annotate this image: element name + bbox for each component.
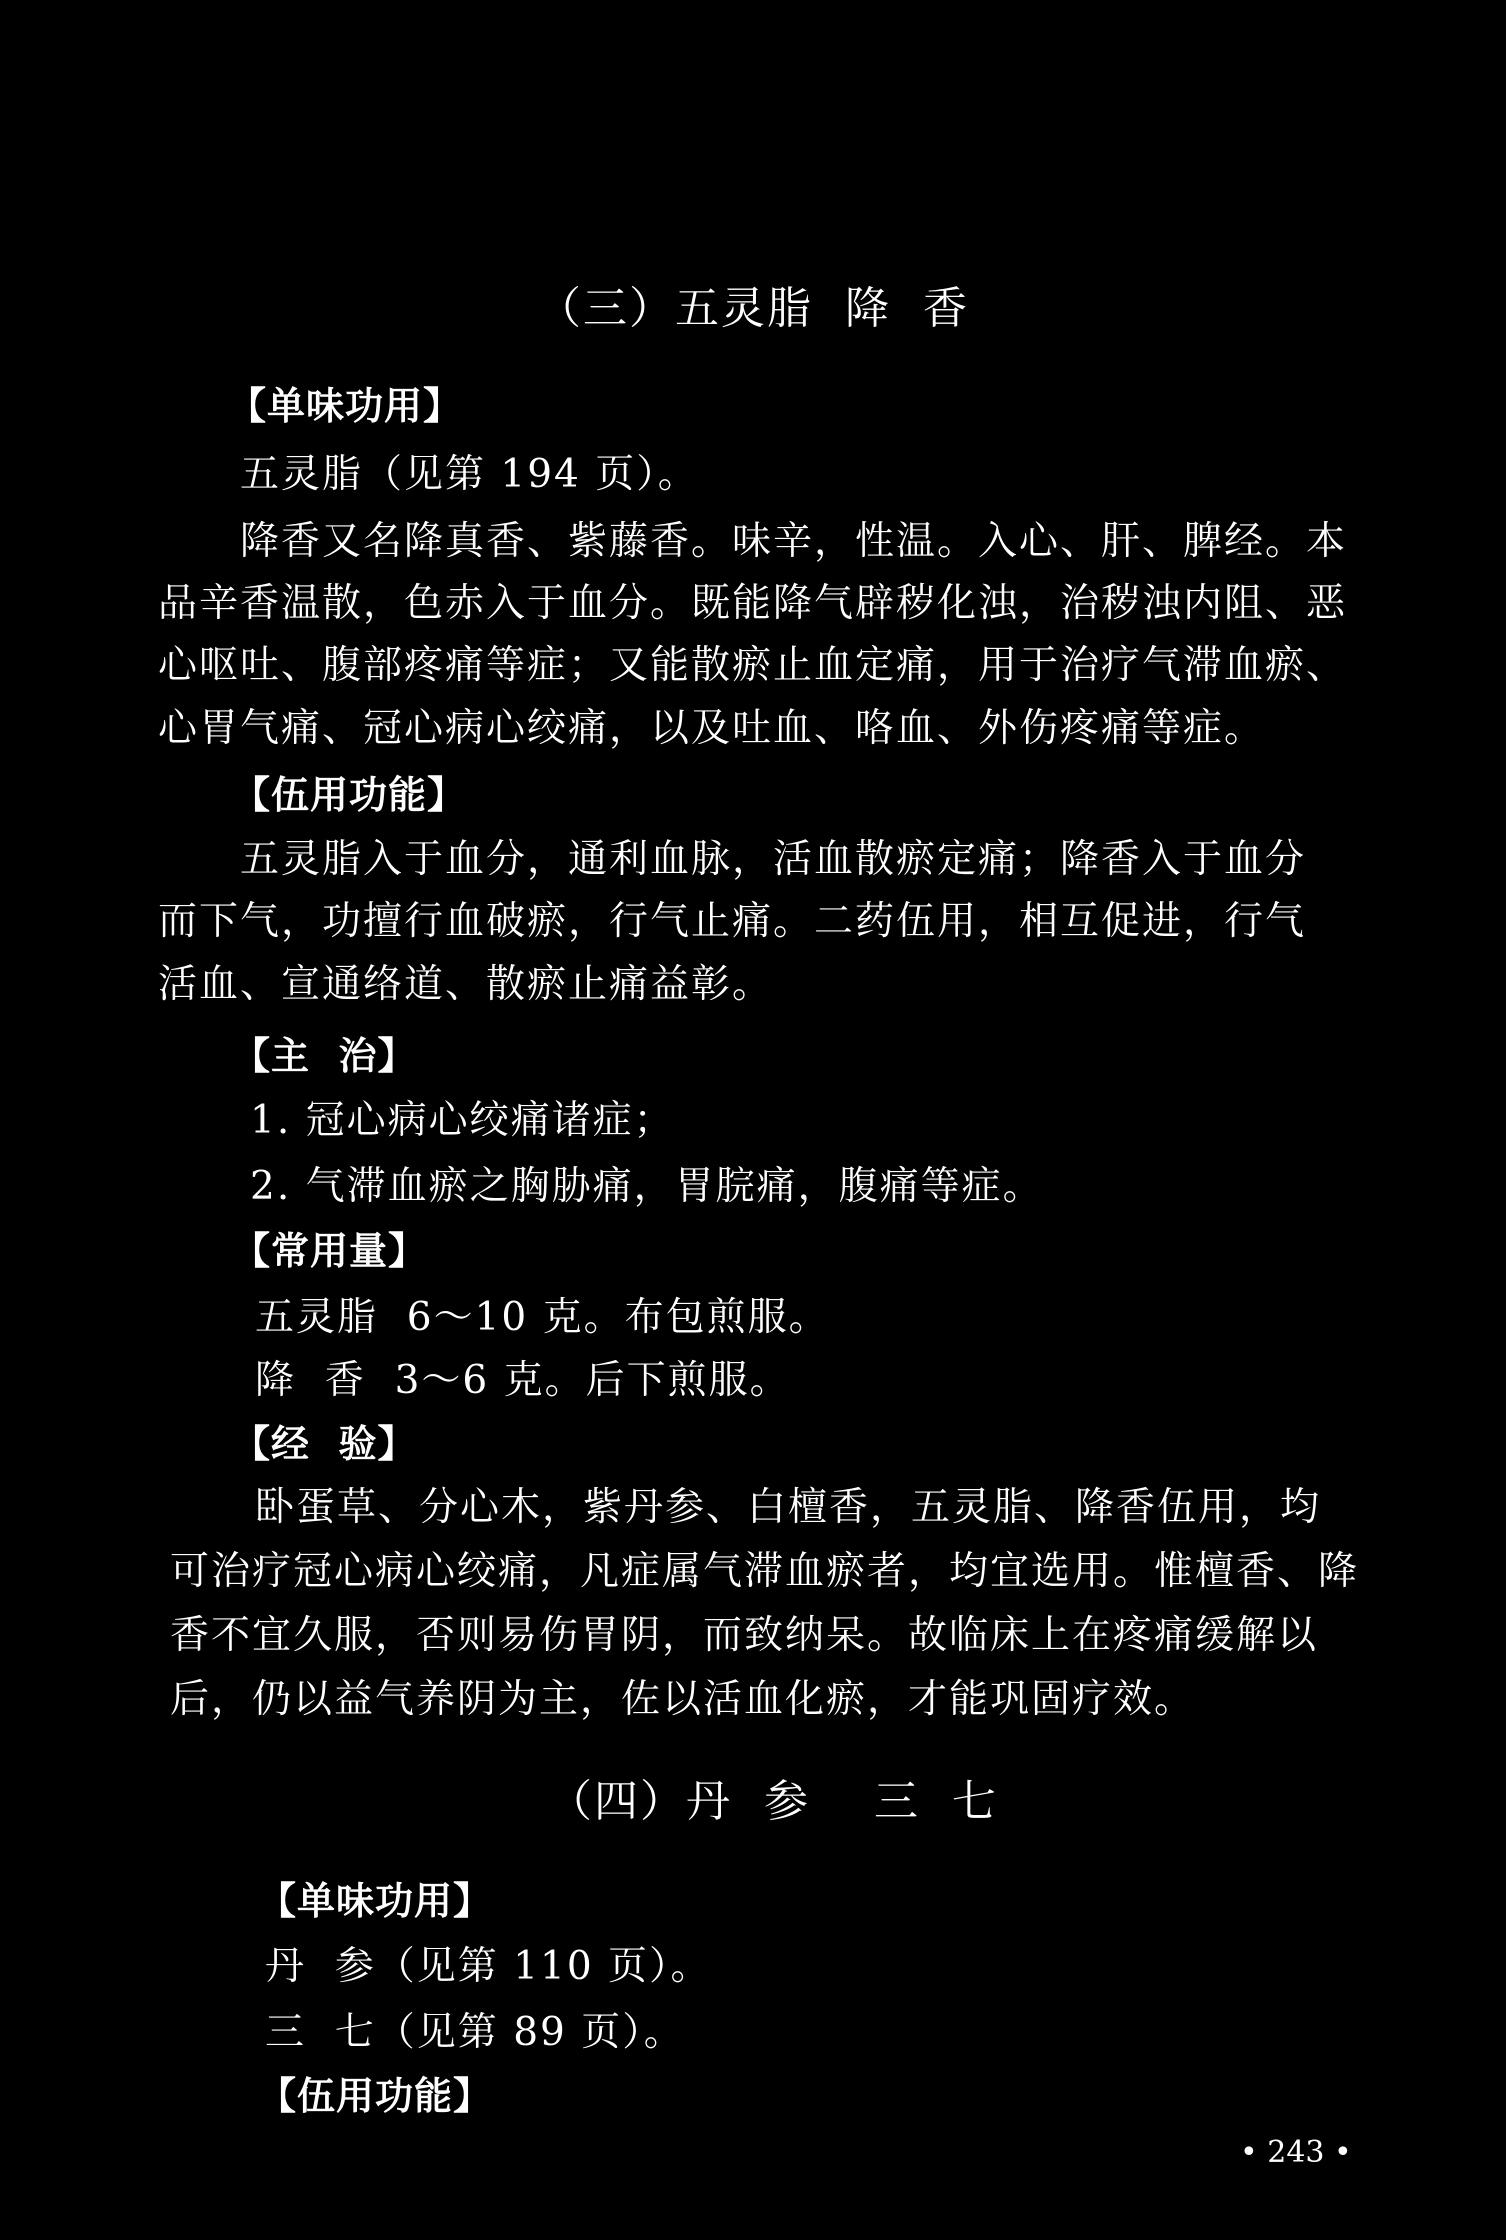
heading-dosage: 【常用量】 bbox=[232, 1229, 428, 1273]
list-item: 1. 冠心病心绞痛诸症； bbox=[250, 1098, 675, 1143]
dosage-line: 降 香 3～6 克。后下煎服。 bbox=[255, 1358, 791, 1403]
list-item: 2. 气滞血瘀之胸胁痛，胃脘痛，腹痛等症。 bbox=[250, 1164, 1044, 1209]
heading-single-function: 【单味功用】 bbox=[228, 384, 463, 428]
heading-single-function: 【单味功用】 bbox=[258, 1879, 493, 1923]
text-line: 五灵脂（见第 194 页）。 bbox=[240, 452, 699, 497]
text-line: 可治疗冠心病心绞痛，凡症属气滞血瘀者，均宜选用。惟檀香、降 bbox=[170, 1549, 1360, 1594]
text-line: 活血、宣通络道、散瘀止痛益彰。 bbox=[158, 962, 774, 1007]
text-line: 心胃气痛、冠心病心绞痛，以及吐血、咯血、外伤疼痛等症。 bbox=[158, 706, 1266, 751]
text-line: 而下气，功擅行血破瘀，行气止痛。二药伍用，相互促进，行气 bbox=[158, 899, 1307, 944]
heading-combo-function: 【伍用功能】 bbox=[232, 773, 467, 817]
text-line: 品辛香温散，色赤入于血分。既能降气辟秽化浊，治秽浊内阻、恶 bbox=[158, 581, 1348, 626]
text-line: 丹 参（见第 110 页）。 bbox=[265, 1944, 712, 1989]
heading-combo-function: 【伍用功能】 bbox=[258, 2074, 493, 2118]
heading-indications: 【主 治】 bbox=[232, 1034, 417, 1078]
text-line: 降香又名降真香、紫藤香。味辛，性温。入心、肝、脾经。本 bbox=[240, 519, 1348, 564]
text-line: 三 七（见第 89 页）。 bbox=[265, 2010, 685, 2055]
text-line: 香不宜久服，否则易伤胃阴，而致纳呆。故临床上在疼痛缓解以 bbox=[170, 1613, 1319, 1658]
dosage-line: 五灵脂 6～10 克。布包煎服。 bbox=[255, 1295, 830, 1340]
text-line: 卧蛋草、分心木，紫丹参、白檀香，五灵脂、降香伍用，均 bbox=[255, 1485, 1322, 1530]
page-number: • 243 • bbox=[1240, 2135, 1352, 2170]
text-line: 心呕吐、腹部疼痛等症；又能散瘀止血定痛，用于治疗气滞血瘀、 bbox=[158, 643, 1348, 688]
text-line: 五灵脂入于血分，通利血脉，活血散瘀定痛；降香入于血分 bbox=[240, 837, 1307, 882]
section-title-3: （三）五灵脂 降 香 bbox=[537, 283, 969, 334]
heading-experience: 【经 验】 bbox=[232, 1422, 417, 1466]
text-line: 后，仍以益气养阴为主，佐以活血化瘀，才能巩固疗效。 bbox=[170, 1677, 1196, 1722]
section-title-4: （四）丹 参 三 七 bbox=[548, 1776, 998, 1827]
